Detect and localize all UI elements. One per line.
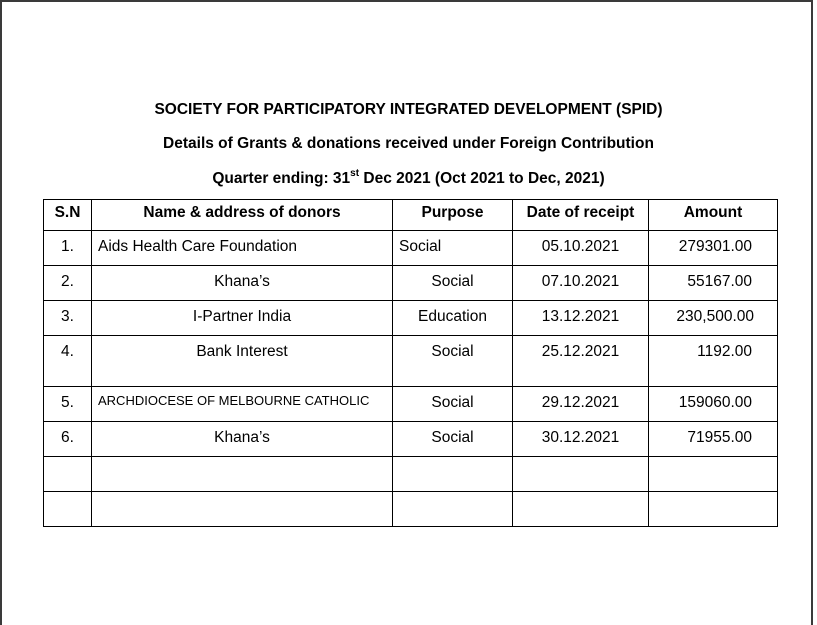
- cell-empty: [44, 492, 92, 527]
- cell-empty: [92, 457, 393, 492]
- cell-empty: [393, 457, 513, 492]
- cell-donor: Bank Interest: [92, 336, 393, 387]
- cell-purpose: Social: [393, 266, 513, 301]
- table-row: [44, 387, 778, 422]
- cell-amount: 55167.00: [649, 266, 778, 301]
- cell-date: 29.12.2021: [513, 387, 649, 422]
- cell-amount: 159060.00: [649, 387, 778, 422]
- cell-empty: [44, 457, 92, 492]
- cell-empty: [92, 492, 393, 527]
- cell-date: 30.12.2021: [513, 422, 649, 457]
- document-subtitle: Details of Grants & donations received under Foreign Contribution: [163, 135, 654, 152]
- table-row: [44, 301, 778, 336]
- table-row: [44, 266, 778, 301]
- table-header-row: [44, 200, 778, 231]
- cell-empty: [513, 457, 649, 492]
- cell-purpose: Social: [393, 231, 513, 266]
- cell-empty: [393, 492, 513, 527]
- cell-donor: Khana’s: [92, 422, 393, 457]
- cell-date: 07.10.2021: [513, 266, 649, 301]
- cell-date: 13.12.2021: [513, 301, 649, 336]
- column-header-date: Date of receipt: [513, 200, 649, 231]
- cell-sn: 3.: [44, 301, 92, 336]
- column-header-purpose: Purpose: [393, 200, 513, 231]
- quarter-line: [0, 169, 817, 189]
- column-header-donor: Name & address of donors: [92, 200, 393, 231]
- cell-sn: 2.: [44, 266, 92, 301]
- cell-date: 25.12.2021: [513, 336, 649, 387]
- grants-table: [43, 199, 778, 527]
- cell-empty: [649, 492, 778, 527]
- table-row: [44, 231, 778, 266]
- cell-donor: I-Partner India: [92, 301, 393, 336]
- table-row: [44, 422, 778, 457]
- organization-title: SOCIETY FOR PARTICIPATORY INTEGRATED DEVELOPMENT (SPID): [154, 101, 663, 118]
- cell-amount: 230,500.00: [649, 301, 778, 336]
- cell-sn: 4.: [44, 336, 92, 387]
- cell-date: 05.10.2021: [513, 231, 649, 266]
- table-row: [44, 336, 778, 387]
- cell-donor: ARCHDIOCESE OF MELBOURNE CATHOLIC: [92, 387, 393, 422]
- quarter-rest: Dec 2021 (Oct 2021 to Dec, 2021): [359, 170, 605, 187]
- cell-purpose: Social: [393, 336, 513, 387]
- cell-amount: 1192.00: [649, 336, 778, 387]
- cell-empty: [649, 457, 778, 492]
- cell-purpose: Social: [393, 387, 513, 422]
- quarter-prefix: Quarter ending: 31: [212, 170, 351, 187]
- column-header-amount: Amount: [649, 200, 778, 231]
- table-row-empty: [44, 457, 778, 492]
- quarter-ordinal: st: [350, 167, 360, 179]
- cell-sn: 6.: [44, 422, 92, 457]
- cell-sn: 1.: [44, 231, 92, 266]
- cell-purpose: Education: [393, 301, 513, 336]
- cell-donor: Aids Health Care Foundation: [92, 231, 393, 266]
- cell-amount: 279301.00: [649, 231, 778, 266]
- column-header-sn: S.N: [44, 200, 92, 231]
- cell-amount: 71955.00: [649, 422, 778, 457]
- cell-purpose: Social: [393, 422, 513, 457]
- cell-donor: Khana’s: [92, 266, 393, 301]
- table-row-empty: [44, 492, 778, 527]
- cell-empty: [513, 492, 649, 527]
- cell-sn: 5.: [44, 387, 92, 422]
